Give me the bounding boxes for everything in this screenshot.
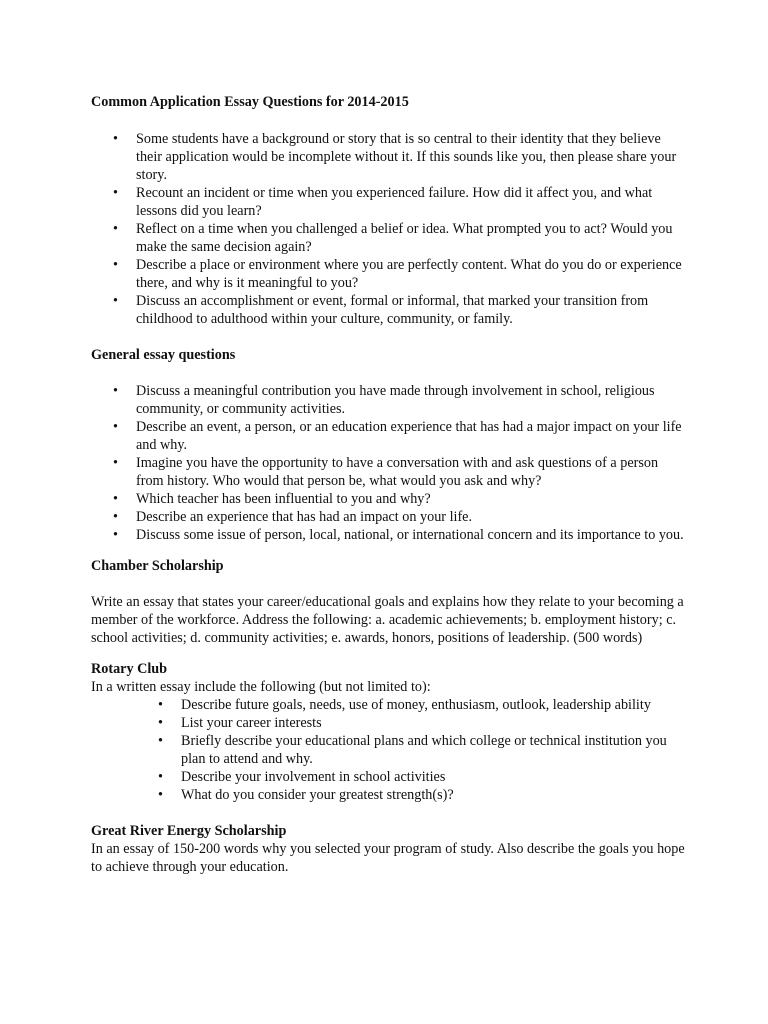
list-item: • Describe an event, a person, or an education experience that has had a major impact on your life and why. [91,418,685,454]
list-item: • List your career interests [91,714,685,732]
general-list [91,382,685,544]
list-item: • Describe future goals, needs, use of money, enthusiasm, outlook, leadership ability [91,696,685,714]
document-page [91,93,685,876]
common-app-heading: Common Application Essay Questions for 2014-2015 [91,94,409,110]
list-item: • Describe an experience that has had an impact on your life. [91,508,685,526]
list-item: • What do you consider your greatest strength(s)? [91,786,685,804]
rotary-list [91,696,685,804]
rotary-heading: Rotary Club [91,661,168,677]
list-item: • Describe a place or environment where you are perfectly content. What do you do or experience there, and why is it meaningful to you? [91,256,685,292]
rotary-intro: In a written essay include the following (but not limited to): [91,679,431,695]
great-river-body: In an essay of 150-200 words why you selected your program of study. Also describe the goals you hope to achieve through your education. [91,841,685,875]
list-item: • Briefly describe your educational plans and which college or technical institution you plan to attend and why. [91,732,685,768]
list-item: • Describe your involvement in school activities [91,768,685,786]
list-item: • Reflect on a time when you challenged a belief or idea. What prompted you to act? Would you make the same decision again? [91,220,685,256]
list-item: • Some students have a background or story that is so central to their identity that they believe their application would be incomplete without it. If this sounds like you, then please share your story. [91,130,685,184]
list-item: • Imagine you have the opportunity to have a conversation with and ask questions of a person from history. Who would that person be, what would you ask and why? [91,454,685,490]
common-app-list [91,130,685,328]
list-item: • Discuss some issue of person, local, national, or international concern and its importance to you. [91,526,685,544]
list-item: • Recount an incident or time when you experienced failure. How did it affect you, and what lessons did you learn? [91,184,685,220]
great-river-heading: Great River Energy Scholarship [91,823,287,839]
list-item: • Discuss a meaningful contribution you have made through involvement in school, religious community, or community activities. [91,382,685,418]
chamber-heading: Chamber Scholarship [91,558,224,574]
list-item: • Discuss an accomplishment or event, formal or informal, that marked your transition from childhood to adulthood within your culture, community, or family. [91,292,685,328]
general-heading: General essay questions [91,347,236,363]
chamber-body: Write an essay that states your career/educational goals and explains how they relate to your becoming a member of the workforce. Address the following: a. academic achievements; b. employment history; c. school activities; d. community activities; e. awards, honors, positions of leadership. (500 words) [91,594,684,646]
list-item: • Which teacher has been influential to you and why? [91,490,685,508]
